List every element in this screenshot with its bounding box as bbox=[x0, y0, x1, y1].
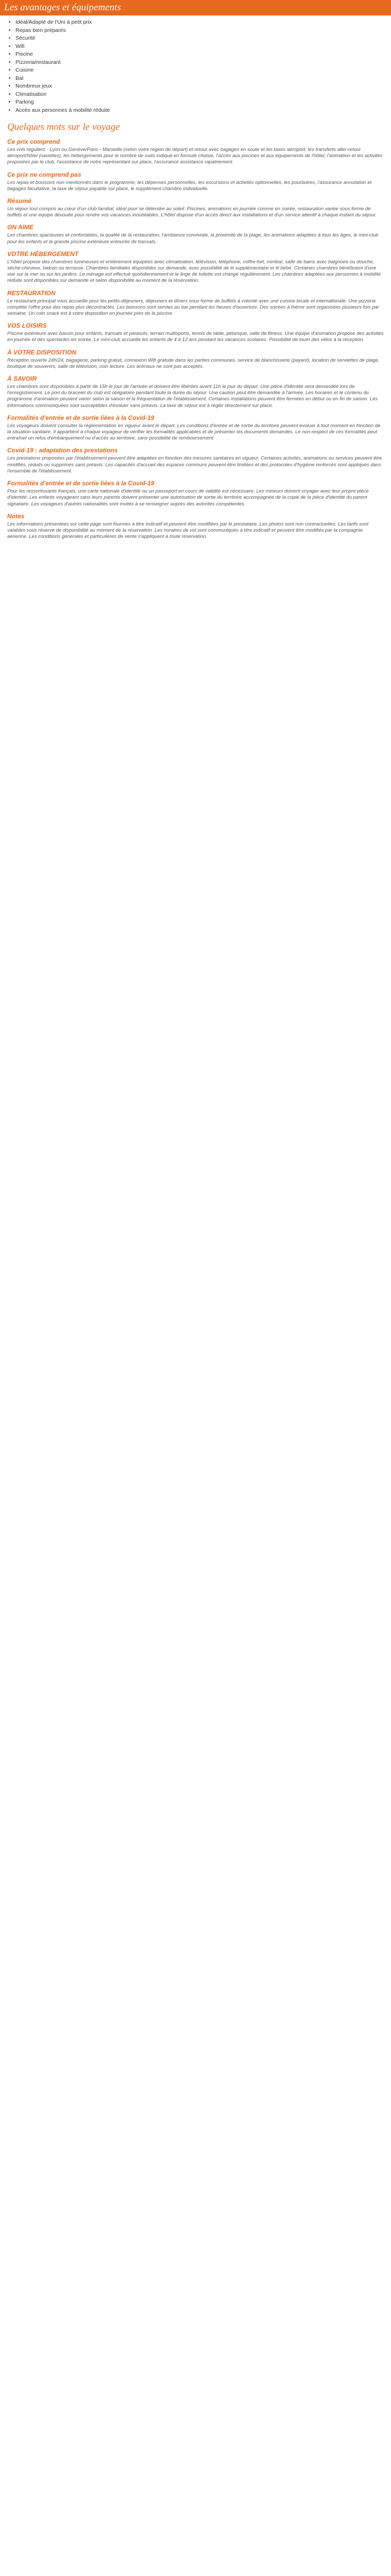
section-text: Le restaurant principal vous accueille pour les petits-déjeuners, déjeuners et dîners sous forme de buffets à volonté avec une cuisine locale et internationale. Une pizzeria complète l'offre pour des repas plus décontractés. Les boissons sont servies au bar pendant les heures d'ouverture. Des soirées à thème sont organisées plusieurs fois par semaine. Un coin snack est à votre disposition en journée près de la piscine. bbox=[7, 298, 379, 317]
advantage-item: • Repas bien préparés bbox=[15, 27, 385, 35]
section-text: Les chambres spacieuses et confortables, la qualité de la restauration, l'ambiance conviviale, la proximité de la plage, les animations adaptées à tous les âges, le mini-club pour les enfants et la grande piscine extérieure entourée de transats. bbox=[7, 232, 379, 245]
section-heading: ON AIME bbox=[7, 224, 34, 231]
advantage-item: • Climatisation bbox=[15, 91, 385, 99]
section-heading: Formalités d'entrée et de sortie liées à la Covid-19 bbox=[7, 480, 154, 487]
advantage-item: • Bal bbox=[15, 75, 385, 83]
section-text: Réception ouverte 24h/24, bagagerie, parking gratuit, connexion Wifi gratuite dans les parties communes, service de blanchisserie (payant), location de serviettes de plage, boutique de souvenirs, salle de télévision, coin lecture. Les animaux ne sont pas acceptés. bbox=[7, 357, 380, 369]
advantage-item: • Wifi bbox=[15, 43, 385, 51]
section-text: Les prestations proposées par l'établissement peuvent être adaptées en fonction des mesures sanitaires en vigueur. Certaines activités, animations ou services peuvent être modifiés, réduits ou supprimés sans préavis. Les capacités d'accueil des espaces communs peuvent être limitées et des protocoles d'hygiène renforcés sont appliqués dans l'ensemble de l'établissement. bbox=[7, 455, 382, 474]
section-heading: VOTRE HÉBERGEMENT bbox=[7, 250, 79, 258]
section-heading: Formalités d'entrée et de sortie liées à la Covid-19 bbox=[7, 414, 154, 421]
advantage-item: • Accès aux personnes à mobilité réduite bbox=[15, 107, 385, 115]
section-heading: Notes bbox=[7, 512, 25, 520]
section-text: Les informations présentées sur cette page sont fournies à titre indicatif et peuvent être modifiées par le prestataire. Les photos sont non contractuelles. Les tarifs sont valables sous réserve de disponibilité au moment de la réservation. Les horaires de vol sont communiqués à titre indicatif et peuvent être modifiés par la compagnie aérienne. Les conditions générales et particulières de vente s'appliquent à toute réservation. bbox=[7, 521, 369, 540]
section-heading: Covid-19 : adaptation des prestations bbox=[7, 447, 118, 454]
section-heading: RESTAURATION bbox=[7, 289, 56, 297]
advantage-item: • Pizzeria/restaurant bbox=[15, 59, 385, 67]
section-text: Les voyageurs doivent consulter la réglementation en vigueur avant le départ. Les conditions d'entrée et de sortie du territoire peuvent évoluer à tout moment en fonction de la situation sanitaire. Il appartient à chaque voyageur de vérifier les formalités applicables et de présenter les documents demandés. Le non-respect de ces formalités peut entraîner un refus d'embarquement ou d'accès au territoire, sans possibilité de remboursement. bbox=[7, 422, 381, 442]
section-text: Piscine extérieure avec bassin pour enfants, transats et parasols, terrain multisports, tennis de table, pétanque, salle de fitness. Une équipe d'animation propose des activités en journée et des spectacles en soirée. Le mini-club accueille les enfants de 4 à 12 ans pendant les vacances scolaires. Possibilité de louer des vélos à la réception. bbox=[7, 331, 384, 343]
advantages-header bbox=[0, 0, 391, 15]
voyage-sections bbox=[0, 138, 391, 540]
section-text: Les chambres sont disponibles à partir de 15h le jour de l'arrivée et doivent être libérées avant 11h le jour du départ. Une pièce d'identité sera demandée lors de l'enregistrement. Le port du bracelet du club est obligatoire pendant toute la durée du séjour. Une caution peut être demandée à l'arrivée. Les horaires et le contenu du programme d'animation peuvent varier selon la saison et la fréquentation de l'établissement. Certaines installations peuvent être fermées en début ou en fin de saison. Les informations communiquées sont susceptibles d'évoluer sans préavis. La taxe de séjour est à régler directement sur place. bbox=[7, 384, 378, 409]
section-heading: À VOTRE DISPOSITION bbox=[7, 348, 77, 356]
section-text: Pour les ressortissants français, une carte nationale d'identité ou un passeport en cours de validité est nécessaire. Les mineurs doivent voyager avec leur propre pièce d'identité. Les enfants voyageant sans leurs parents doivent présenter une autorisation de sortie du territoire accompagnée de la copie de la pièce d'identité du parent signataire. Les voyageurs d'autres nationalités sont invités à se renseigner auprès des autorités compétentes. bbox=[7, 488, 369, 507]
advantages-list bbox=[0, 15, 391, 118]
section-heading: À SAVOIR bbox=[7, 375, 37, 383]
section-text: Les vols réguliers - Lyon ou Genève/Paris - Marseille (selon votre région de départ) et retour avec bagages en soute et les taxes aéroport, les transferts aller-retour aéroport/hôtel (navettes), les hébergements pour le nombre de nuits indiqué en formule choisie, l'accès aux piscines et aux équipements de l'hôtel, l'animation et les activités proposées par le club, l'assistance de notre représentant sur place, l'assurance assistance rapatriement. bbox=[7, 147, 383, 165]
advantage-item: • Idéal/Adapté de l'Uni à petit prix bbox=[15, 19, 385, 27]
advantage-item: • Nombreux jeux bbox=[15, 82, 385, 91]
section-text: Un séjour tout compris au cœur d'un club familial, idéal pour se détendre au soleil. Piscines, animations en journée comme en soirée, restauration variée sous forme de buffets et une équipe dévouée pour rendre vos vacances inoubliables. L'hôtel dispose d'un accès direct aux installations et d'un service attentif à chaque instant du séjour. bbox=[7, 206, 377, 218]
section-text: Les repas et boissons non mentionnés dans le programme, les dépenses personnelles, les excursions et activités optionnelles, les pourboires, l'assurance annulation et bagages facultative, la taxe de séjour payable sur place, le supplément chambre individuelle. bbox=[7, 179, 372, 192]
advantage-item: • Cuisine bbox=[15, 66, 385, 75]
advantage-item: • Sécurité bbox=[15, 35, 385, 43]
section-heading: Résumé bbox=[7, 197, 31, 205]
advantages-title: Les avantages et équipements bbox=[4, 2, 121, 13]
section-heading: VOS LOISIRS bbox=[7, 322, 47, 330]
page bbox=[0, 0, 391, 540]
section-text: L'hôtel propose des chambres lumineuses et entièrement équipées avec climatisation, télévision, téléphone, coffre-fort, minibar, salle de bains avec baignoire ou douche, sèche-cheveux, balcon ou terrasse. Chambres familiales disponibles sur demande, avec possibilité de lit supplémentaire et lit bébé. Certaines chambres bénéficient d'une vue sur la mer ou sur les jardins. Le ménage est effectué quotidiennement et le linge de toilette est changé régulièrement. Les chambres adaptées aux personnes à mobilité réduite sont disponibles sur demande et selon disponibilité au moment de la réservation. bbox=[7, 259, 381, 284]
advantage-item: • Piscine bbox=[15, 50, 385, 59]
advantage-item: • Parking bbox=[15, 98, 385, 107]
section-heading: Ce prix comprend bbox=[7, 138, 60, 145]
section-heading: Ce prix ne comprend pas bbox=[7, 171, 82, 178]
voyage-section-title: Quelques mots sur le voyage bbox=[7, 122, 120, 132]
